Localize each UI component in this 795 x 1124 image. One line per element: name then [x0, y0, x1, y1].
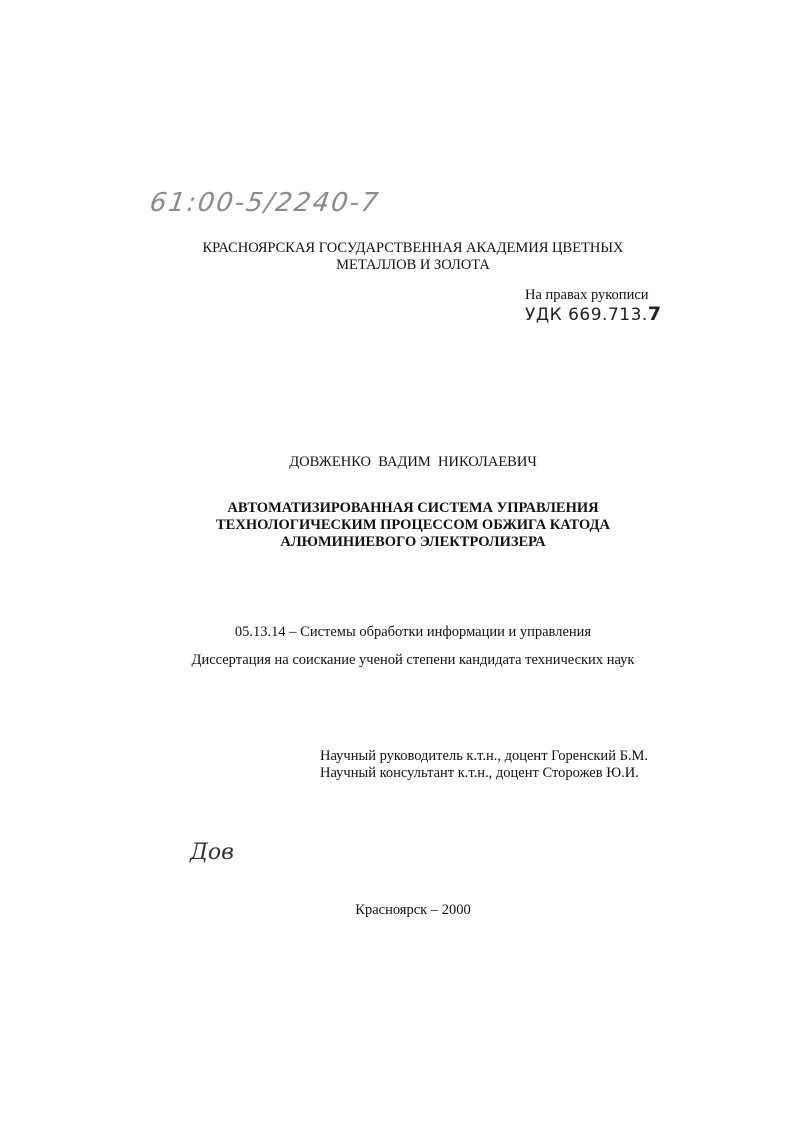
title-line-3: АЛЮМИНИЕВОГО ЭЛЕКТРОЛИЗЕРА	[280, 534, 546, 550]
handwritten-signature: Дов	[190, 840, 234, 865]
title-line-2: ТЕХНОЛОГИЧЕСКИМ ПРОЦЕССОМ ОБЖИГА КАТОДА	[216, 517, 610, 533]
degree-statement: Диссертация на соискание ученой степени кандидата технических наук	[191, 652, 635, 668]
manuscript-rights: На правах рукописи	[525, 287, 649, 303]
institution-line-1: КРАСНОЯРСКАЯ ГОСУДАРСТВЕННАЯ АКАДЕМИЯ ЦВЕТНЫХ	[202, 240, 624, 256]
title-line-1: АВТОМАТИЗИРОВАННАЯ СИСТЕМА УПРАВЛЕНИЯ	[227, 500, 599, 516]
scientific-advisor: Научный руководитель к.т.н., доцент Горенский Б.М.	[320, 748, 649, 764]
udk-prefix: УДК 669.713.	[525, 305, 648, 325]
specialty-code: 05.13.14 – Системы обработки информации и управления	[234, 624, 592, 640]
city-year: Красноярск – 2000	[355, 902, 471, 918]
scientific-consultant: Научный консультант к.т.н., доцент Сторожев Ю.И.	[320, 765, 639, 781]
author-name: ДОВЖЕНКО ВАДИМ НИКОЛАЕВИЧ	[289, 454, 537, 470]
udk-last-digit: 7	[647, 303, 662, 325]
institution-line-2: МЕТАЛЛОВ И ЗОЛОТА	[336, 257, 490, 273]
udk-code	[525, 303, 662, 325]
handwritten-catalog-number: 61:00-5/2240-7	[147, 188, 382, 218]
